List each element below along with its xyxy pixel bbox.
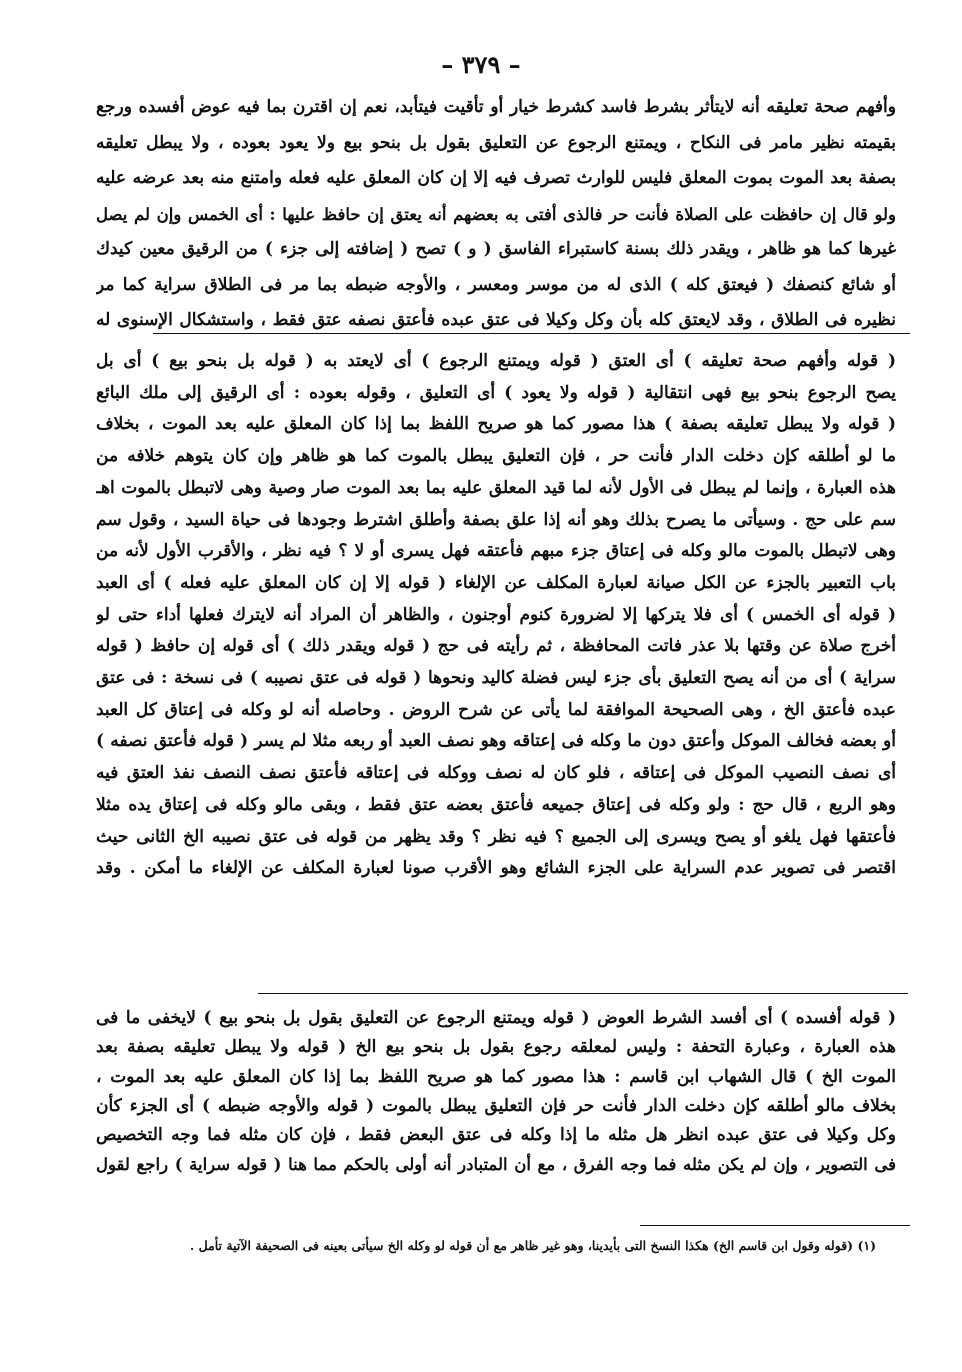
main-text-line: بقيمته نظير مامر فى النكاح ، ويمتنع الرجوع عن التعليق بقول بل بنحو بيع ولا يعود بعوده ، ولا يبطل تعليقه bbox=[96, 132, 896, 153]
main-text-line: بصفة بعد الموت بموت المعلق فليس للوارث تصرف فيه إلا إن كان المعلق عليه فعله وامتنع منه بعد عرضه عليه bbox=[96, 168, 896, 188]
main-text-line: ولو قال إن حافظت على الصلاة فأنت حر فالذى أفتى به بعضهم أنه يعتق إن حافظ عليها : أى الخمس وإن لم يصل bbox=[96, 204, 896, 224]
main-text-line: وأفهم صحة تعليقه أنه لايتأثر بشرط فاسد كشرط خيار أو تأقيت فيتأبد، نعم إن اقترن بما فيه عوض أفسده ورجع bbox=[96, 97, 896, 117]
lower-commentary-text bbox=[96, 1004, 896, 1180]
commentary-line: أخرج صلاة عن وقتها بلا عذر فاتت المحافظة ، ثم رأيته فى حج ( قوله ويقدر ذلك ) أى قوله إن حافظ ( قوله bbox=[96, 636, 896, 657]
commentary-line: فأعتقها فهل يلغو أو يصح ويسرى إلى الجميع ؟ فيه نظر ؟ وقد يظهر من قوله فى عتق نصيبه الخ الثانى حيث bbox=[96, 826, 896, 847]
footnote: (١) (قوله وقول ابن قاسم الخ) هكذا النسخ التى بأيدينا، وهو غير ظاهر مع أن قوله لو وكله الخ سيأتى بعينه فى الصحيفة الآتية تأمل . bbox=[189, 1238, 876, 1253]
lower-commentary-line: بخلاف مالو أطلقه كإن دخلت الدار فأنت حر فإن التعليق يبطل بالموت ( قوله والأوجه ضبطه ) أى الجزء كأن bbox=[96, 1095, 896, 1116]
lower-commentary-line: وكل وكيلا فى عتق عبده انظر هل مثله ما إذا وكله فى عتق البعض فقط ، فإن كان مثله فما وجه التخصيص bbox=[96, 1125, 896, 1146]
commentary-text bbox=[96, 346, 896, 885]
commentary-line: يصح الرجوع بنحو بيع فهى انتقالية ( قوله ولا يعود ) أى التعليق ، وقوله بعوده : أى الرقيق إلى ملك البائع bbox=[96, 382, 896, 403]
commentary-line: سم على حج . وسيأتى ما يصرح بذلك وهو أنه إذا علق بصفة وأطلق اشترط وجودها فى حياة السيد ، وقول سم bbox=[96, 509, 896, 530]
commentary-line: باب التعبير بالجزء عن الكل صيانة لعبارة المكلف عن الإلغاء ( قوله إلا إن كان المعلق عليه فعله ) أى العبد bbox=[96, 572, 896, 593]
divider-rule bbox=[153, 333, 910, 334]
commentary-line: أو بعضه فخالف الموكل وأعتق دون ما وكله فى إعتاقه وهو نصف العبد أو ربعه مثلا لم يسر ( قوله فأعتق نصفه ) bbox=[96, 731, 896, 752]
commentary-line: ما لو أطلقه كإن دخلت الدار فأنت حر ، فإن التعليق يبطل بالموت كما هو ظاهر وإن كان يتوهم خلافه من bbox=[96, 446, 896, 467]
divider-rule bbox=[258, 993, 908, 994]
commentary-line: وهو الربع ، قال حج : ولو وكله فى إعتاق جميعه فأعتق بعضه عتق فقط ، وبقى مالو وكله فى إعتاق يده مثلا bbox=[96, 794, 896, 815]
commentary-line: سراية ) أى من أنه يصح التعليق بأى جزء ليس فضلة كاليد ونحوها ( قوله فى عتق نصيبه ) فى نسخة : فى عتق bbox=[96, 668, 896, 689]
commentary-line: ( قوله ولا يبطل تعليقه بصفة ) هذا مصور كما هو صريح اللفظ بما إذا كان المعلق عليه بعد الموت ، بخلاف bbox=[96, 414, 896, 435]
page-number: – ٣٧٩ – bbox=[441, 50, 521, 79]
commentary-line: عبده فأعتق الخ ، وهى الصحيحة الموافقة لما يأتى عن شرح الروض . وحاصله أنه لو وكله فى إعتاق كل العبد bbox=[96, 699, 896, 720]
commentary-line: اقتصر فى تصوير عدم السراية على الجزء الشائع وهو الأقرب صونا لعبارة المكلف عن الإلغاء ما أمكن . وقد bbox=[96, 858, 896, 879]
main-text-line: نظيره فى الطلاق ، وقد لايعتق كله بأن وكل وكيلا فى عتق عبده فأعتق نصفه عتق فقط ، واستشكال الإسنوى له bbox=[96, 310, 896, 330]
lower-commentary-line: هذه العبارة ، وعبارة التحفة : وليس لمعلقه رجوع بقول بل بنحو بيع الخ ( قوله ولا يبطل تعليقه بصفة بعد bbox=[96, 1037, 896, 1058]
lower-commentary-line: الموت الخ ) قال الشهاب ابن قاسم : هذا مصور كما هو صريح اللفظ بما إذا كان المعلق عليه بعد الموت ، bbox=[96, 1066, 896, 1087]
main-text-line: أو شائع كنصفك ( فيعتق كله ) الذى له من موسر ومعسر ، والأوجه ضبطه بما مر فى الطلاق سراية كما مر bbox=[96, 274, 896, 295]
commentary-line: وهى لاتبطل بالموت مالو وكله فى إعتاق جزء مبهم فأعتقه فهل يسرى أو لا ؟ فيه نظر ، والأقرب الأول لأنه من bbox=[96, 541, 896, 562]
lower-commentary-line: ( قوله أفسده ) أى أفسد الشرط العوض ( قوله ويمتنع الرجوع عن التعليق بقول بل بنحو بيع ) لايخفى ما فى bbox=[96, 1008, 896, 1028]
commentary-line: هذه العبارة ، وإنما لم يبطل فى الأول لأنه لما قيد المعلق عليه بما بعد الموت صار وصية وهى لاتبطل بالموت اهـ bbox=[96, 477, 896, 498]
main-text-line: غيرها كما هو ظاهر ، ويقدر ذلك بسنة كاستبراء الفاسق ( و ) تصح ( إضافته إلى جزء ) من الرقيق معين كيدك bbox=[96, 239, 896, 259]
commentary-line: ( قوله وأفهم صحة تعليقه ) أى العتق ( قوله ويمتنع الرجوع ) أى لايعتد به ( قوله بل بنحو بيع ) أى بل bbox=[96, 351, 896, 371]
lower-commentary-line: فى التصوير ، وإن لم يكن مثله فما وجه الفرق ، مع أن المتبادر أنه أولى بالحكم مما هنا ( قوله سراية ) راجع لقول bbox=[96, 1155, 896, 1175]
main-text bbox=[96, 90, 896, 339]
commentary-line: أى نصف النصيب الموكل فى إعتاقه ، فلو كان له نصف ووكله فى إعتاقه فأعتق نصف النصف نفذ العتق فيه bbox=[96, 763, 896, 784]
footnote-rule bbox=[640, 1225, 910, 1226]
commentary-line: ( قوله أى الخمس ) أى فلا يتركها إلا لضرورة كنوم أوجنون ، والظاهر أن المراد أنه لايترك فعلها أداء حتى لو bbox=[96, 604, 896, 625]
